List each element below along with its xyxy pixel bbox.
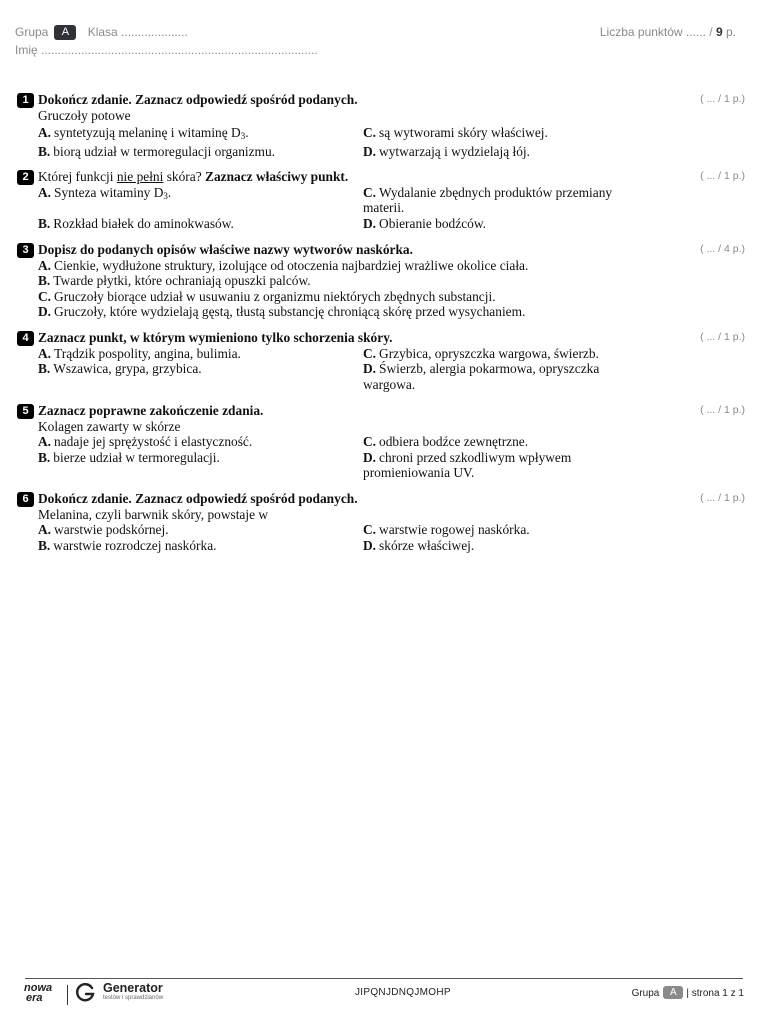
option-a[interactable]: A. warstwie podskórnej. xyxy=(38,522,169,537)
page-info: Grupa A | strona 1 z 1 xyxy=(631,987,744,999)
option-b[interactable]: B. Rozkład białek do aminokwasów. xyxy=(38,215,234,231)
task-6 xyxy=(17,491,747,553)
task-stem: Kolagen zawarty w skórze xyxy=(38,418,181,434)
task-5 xyxy=(17,403,747,481)
task-instruction: Dokończ zdanie. Zaznacz odpowiedź spośród podanych. xyxy=(38,92,358,107)
task-points: ( ... / 1 p.) xyxy=(700,404,745,416)
footer-divider xyxy=(25,978,743,979)
task-instruction: Zaznacz właściwy punkt. xyxy=(205,169,349,184)
task-number: 2 xyxy=(17,170,34,185)
task-stem: Gruczoły potowe xyxy=(38,107,131,123)
test-code: JIPQNJDNQJMOHP xyxy=(355,987,451,998)
option-d[interactable]: D. Świerzb, alergia pokarmowa, opryszczka wargowa. xyxy=(363,361,600,392)
task-instruction: Dopisz do podanych opisów właściwe nazwy wytworów naskórka. xyxy=(38,242,413,257)
description-d: D. Gruczoły, które wydzielają gęstą, tłustą substancję chroniącą skórę przed wysychaniem. xyxy=(38,304,526,319)
option-b[interactable]: B. biorą udział w termoregulacji organizmu. xyxy=(38,143,276,159)
task-number: 5 xyxy=(17,404,34,419)
logo-separator xyxy=(67,985,68,1005)
option-b[interactable]: B. bierze udział w termoregulacji. xyxy=(38,449,220,465)
option-c[interactable]: C. Grzybica, opryszczka wargowa, świerzb. xyxy=(363,345,599,361)
points-label: Liczba punktów ...... / xyxy=(599,25,713,39)
description-c: C. Gruczoły biorące udział w usuwaniu z organizmu niektórych zbędnych substancji. xyxy=(38,288,496,304)
task-points: ( ... / 1 p.) xyxy=(700,170,745,182)
task-1 xyxy=(17,92,747,159)
task-4 xyxy=(17,330,747,392)
option-d[interactable]: D. skórze właściwej. xyxy=(363,537,475,553)
task-number: 4 xyxy=(17,331,34,346)
underlined-phrase: nie pełni xyxy=(116,169,164,184)
task-points: ( ... / 1 p.) xyxy=(700,93,745,105)
task-points: ( ... / 1 p.) xyxy=(700,331,745,343)
option-d[interactable]: D. chroni przed szkodliwym wpływem promieniowania UV. xyxy=(363,449,572,480)
option-c[interactable]: C. odbiera bodźce zewnętrzne. xyxy=(363,434,529,449)
option-c[interactable]: C. warstwie rogowej naskórka. xyxy=(363,522,530,537)
option-a[interactable]: A. Synteza witaminy $D_3$. xyxy=(38,184,172,201)
footer-group-badge: A xyxy=(663,986,683,999)
task-3 xyxy=(17,242,747,320)
points-total: 9 xyxy=(715,25,723,39)
option-d[interactable]: D. wytwarzają i wydzielają łój. xyxy=(363,143,530,159)
option-c[interactable]: C. są wytworami skóry właściwej. xyxy=(363,125,548,140)
task-number: 6 xyxy=(17,492,34,507)
option-d[interactable]: D. Obieranie bodźców. xyxy=(363,215,486,231)
class-field: Klasa .................... xyxy=(87,25,188,39)
generator-logo-icon xyxy=(76,982,96,1002)
generator-title: Generator xyxy=(103,981,163,995)
option-a[interactable]: A. nadaje jej sprężystość i elastyczność. xyxy=(38,434,253,449)
option-b[interactable]: B. warstwie rozrodczej naskórka. xyxy=(38,537,217,553)
header-group-row xyxy=(15,25,188,40)
task-instruction: Zaznacz punkt, w którym wymieniono tylko schorzenia skóry. xyxy=(38,330,393,345)
task-number: 1 xyxy=(17,93,34,108)
nowa-era-logo: nowa era xyxy=(24,982,53,1004)
option-c[interactable]: C. Wydalanie zbędnych produktów przemiany materii. xyxy=(363,184,613,215)
name-field: Imię ................................................................................... xyxy=(15,43,318,57)
points-unit: p. xyxy=(725,25,736,39)
description-a: A. Cienkie, wydłużone struktury, izolujące od otoczenia najbardziej wrażliwe okolice ciała. xyxy=(38,257,529,273)
option-a[interactable]: A. syntetyzują melaninę i witaminę $D_3$. xyxy=(38,125,249,141)
page-number: | strona 1 z 1 xyxy=(686,988,744,999)
option-b[interactable]: B. Wszawica, grypa, grzybica. xyxy=(38,361,202,376)
generator-subtitle: testów i sprawdzianów xyxy=(103,995,164,1001)
group-label: Grupa xyxy=(15,25,49,39)
task-stem: Melanina, czyli barwnik skóry, powstaje w xyxy=(38,506,269,522)
task-instruction: Dokończ zdanie. Zaznacz odpowiedź spośród podanych. xyxy=(38,491,358,506)
points-summary xyxy=(600,25,736,39)
task-question: Której funkcji nie pełni skóra? Zaznacz właściwy punkt. xyxy=(38,169,349,184)
task-points: ( ... / 1 p.) xyxy=(700,492,745,504)
task-points: ( ... / 4 p.) xyxy=(700,243,745,255)
task-number: 3 xyxy=(17,243,34,258)
task-2 xyxy=(17,169,747,231)
group-badge: A xyxy=(54,25,76,40)
description-b: B. Twarde płytki, które ochraniają opuszki palców. xyxy=(38,273,311,288)
option-a[interactable]: A. Trądzik pospolity, angina, bulimia. xyxy=(38,345,241,361)
task-instruction: Zaznacz poprawne zakończenie zdania. xyxy=(38,403,264,418)
